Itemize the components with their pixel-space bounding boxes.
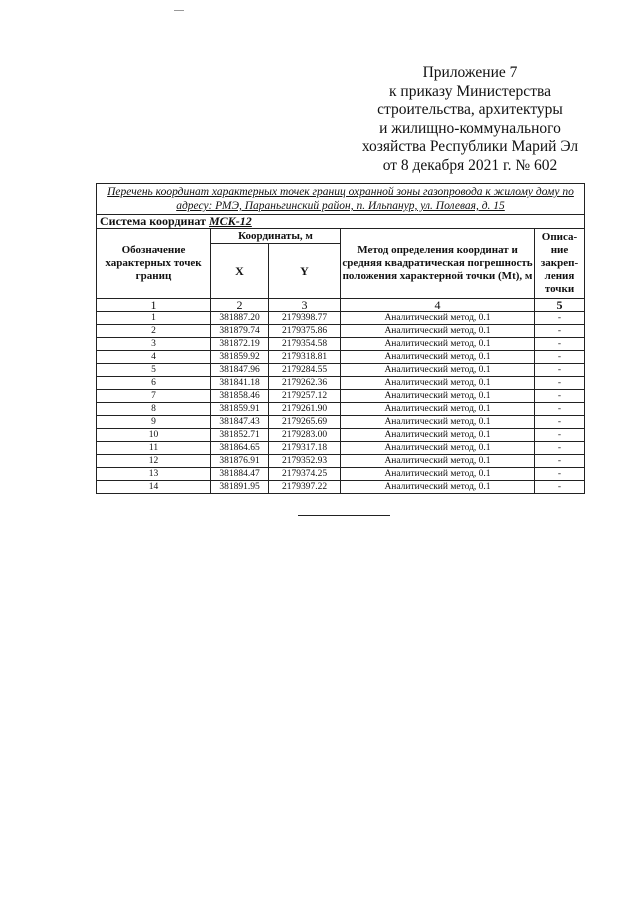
table-row xyxy=(97,416,585,429)
header-row-1 xyxy=(97,229,585,244)
table-row xyxy=(97,338,585,351)
coordinate-system xyxy=(97,215,585,229)
appendix-header xyxy=(300,64,640,176)
cell-method: Аналитический метод, 0.1 xyxy=(341,455,535,468)
cell-description: - xyxy=(535,390,585,403)
cell-method: Аналитический метод, 0.1 xyxy=(341,429,535,442)
cell-point: 11 xyxy=(97,442,211,455)
cell-point: 13 xyxy=(97,468,211,481)
cell-point: 14 xyxy=(97,481,211,494)
cell-x: 381887.20 xyxy=(211,312,269,325)
cell-description: - xyxy=(535,325,585,338)
table-row xyxy=(97,325,585,338)
table-row xyxy=(97,390,585,403)
cell-y: 2179318.81 xyxy=(269,351,341,364)
cell-description: - xyxy=(535,403,585,416)
table-row xyxy=(97,468,585,481)
cell-y: 2179398.77 xyxy=(269,312,341,325)
cell-description: - xyxy=(535,455,585,468)
cell-y: 2179352.93 xyxy=(269,455,341,468)
cell-description: - xyxy=(535,429,585,442)
table-row xyxy=(97,403,585,416)
table-row xyxy=(97,481,585,494)
cell-description: - xyxy=(535,442,585,455)
cell-x: 381847.43 xyxy=(211,416,269,429)
table-row xyxy=(97,351,585,364)
header-line-appendix: Приложение 7 xyxy=(422,64,518,81)
cell-method: Аналитический метод, 0.1 xyxy=(341,442,535,455)
table-row xyxy=(97,442,585,455)
header-x: X xyxy=(211,244,269,299)
cell-point: 7 xyxy=(97,390,211,403)
cell-y: 2179354.58 xyxy=(269,338,341,351)
header-line-order: к приказу Министерства xyxy=(389,82,551,100)
cell-description: - xyxy=(535,416,585,429)
header-y: Y xyxy=(269,244,341,299)
column-number: 3 xyxy=(269,299,341,312)
cell-description: - xyxy=(535,351,585,364)
cell-x: 381879.74 xyxy=(211,325,269,338)
column-number: 4 xyxy=(341,299,535,312)
cell-method: Аналитический метод, 0.1 xyxy=(341,325,535,338)
header-line-ministry-3: хозяйства Республики Марий Эл xyxy=(361,138,579,156)
cell-y: 2179265.69 xyxy=(269,416,341,429)
cell-point: 8 xyxy=(97,403,211,416)
cell-x: 381859.91 xyxy=(211,403,269,416)
cell-x: 381884.47 xyxy=(211,468,269,481)
table-row xyxy=(97,429,585,442)
cell-method: Аналитический метод, 0.1 xyxy=(341,377,535,390)
cell-y: 2179375.86 xyxy=(269,325,341,338)
cell-point: 6 xyxy=(97,377,211,390)
cell-x: 381872.19 xyxy=(211,338,269,351)
coordinate-system-label: Система координат xyxy=(100,214,206,228)
cell-point: 9 xyxy=(97,416,211,429)
header-line-date: от 8 декабря 2021 г. № 602 xyxy=(382,156,558,174)
scan-speck xyxy=(174,10,184,11)
cell-method: Аналитический метод, 0.1 xyxy=(341,351,535,364)
cell-y: 2179284.55 xyxy=(269,364,341,377)
table-row xyxy=(97,455,585,468)
cell-y: 2179397.22 xyxy=(269,481,341,494)
header-point: Обозначение характерных точек границ xyxy=(97,229,211,299)
cell-description: - xyxy=(535,481,585,494)
cell-x: 381891.95 xyxy=(211,481,269,494)
cell-y: 2179257.12 xyxy=(269,390,341,403)
table-row xyxy=(97,377,585,390)
cell-y: 2179262.36 xyxy=(269,377,341,390)
cell-method: Аналитический метод, 0.1 xyxy=(341,338,535,351)
cell-method: Аналитический метод, 0.1 xyxy=(341,312,535,325)
coordinate-system-value: МСК-12 xyxy=(208,214,252,228)
cell-point: 2 xyxy=(97,325,211,338)
cell-point: 10 xyxy=(97,429,211,442)
coordinates-table xyxy=(96,183,585,494)
cell-y: 2179261.90 xyxy=(269,403,341,416)
cell-x: 381859.92 xyxy=(211,351,269,364)
header-coords: Координаты, м xyxy=(211,229,341,244)
header-line-ministry-2: и жилищно-коммунального xyxy=(379,119,561,137)
cell-point: 1 xyxy=(97,312,211,325)
cell-method: Аналитический метод, 0.1 xyxy=(341,390,535,403)
cell-y: 2179283.00 xyxy=(269,429,341,442)
header-method: Метод определения координат и средняя квадратическая погрешность положения характерной точки (Mt), м xyxy=(341,229,535,299)
cell-description: - xyxy=(535,377,585,390)
table-title: Перечень координат характерных точек границ охранной зоны газопровода к жилому дому по адресу: РМЭ, Параньгинский район, п. Ильпанур, ул. Полевая, д. 15 xyxy=(97,184,585,215)
cell-method: Аналитический метод, 0.1 xyxy=(341,364,535,377)
cell-y: 2179374.25 xyxy=(269,468,341,481)
cell-x: 381852.71 xyxy=(211,429,269,442)
cell-description: - xyxy=(535,338,585,351)
cell-x: 381841.18 xyxy=(211,377,269,390)
coordinate-system-row xyxy=(97,215,585,229)
cell-method: Аналитический метод, 0.1 xyxy=(341,416,535,429)
cell-point: 12 xyxy=(97,455,211,468)
cell-method: Аналитический метод, 0.1 xyxy=(341,403,535,416)
table-row xyxy=(97,364,585,377)
header-line-ministry-1: строительства, архитектуры xyxy=(377,101,563,119)
cell-x: 381858.46 xyxy=(211,390,269,403)
cell-description: - xyxy=(535,364,585,377)
cell-point: 5 xyxy=(97,364,211,377)
cell-x: 381876.91 xyxy=(211,455,269,468)
cell-method: Аналитический метод, 0.1 xyxy=(341,468,535,481)
cell-point: 3 xyxy=(97,338,211,351)
table-row xyxy=(97,312,585,325)
header-description: Описа-ние закреп-ления точки xyxy=(535,229,585,299)
cell-description: - xyxy=(535,312,585,325)
column-number: 1 xyxy=(97,299,211,312)
column-number: 5 xyxy=(535,299,585,312)
cell-x: 381864.65 xyxy=(211,442,269,455)
cell-method: Аналитический метод, 0.1 xyxy=(341,481,535,494)
column-numbers-row xyxy=(97,299,585,312)
signature-line xyxy=(298,515,390,516)
cell-x: 381847.96 xyxy=(211,364,269,377)
cell-description: - xyxy=(535,468,585,481)
column-number: 2 xyxy=(211,299,269,312)
table-title-row xyxy=(97,184,585,215)
cell-point: 4 xyxy=(97,351,211,364)
cell-y: 2179317.18 xyxy=(269,442,341,455)
